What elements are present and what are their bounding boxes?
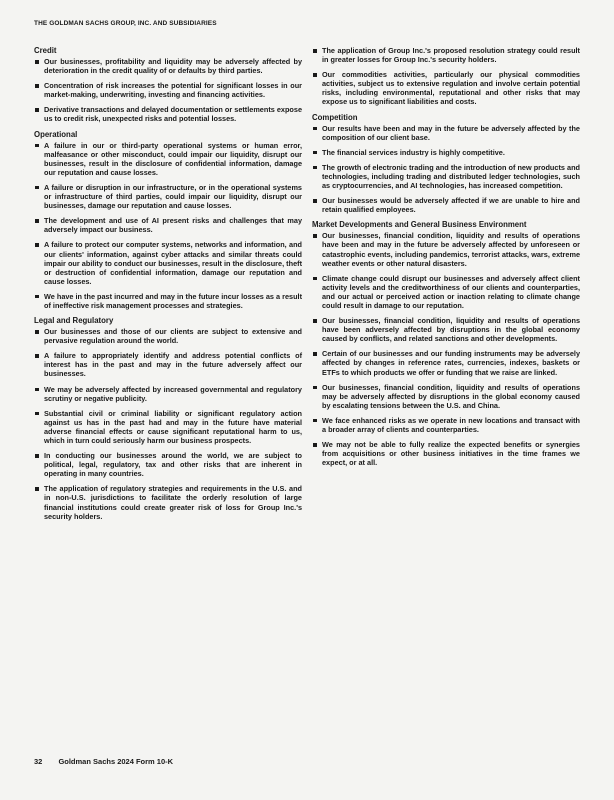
risk-item: Our businesses, financial condition, liquidity and results of operations have been adversely affected by disruptions in the global economy caused by conflicts, and related sanctions and other developments. bbox=[312, 316, 580, 343]
risk-item: A failure to appropriately identify and address potential conflicts of interest has in the past and may in the future adversely affect our businesses. bbox=[34, 351, 302, 378]
risk-item: Our results have been and may in the future be adversely affected by the composition of our client base. bbox=[312, 124, 580, 142]
right-column bbox=[312, 46, 580, 473]
risk-item: The growth of electronic trading and the introduction of new products and technologies, including trading and distributed ledger technologies, such as cryptocurrencies, and AI technologies, has increased competition. bbox=[312, 163, 580, 190]
page-number: 32 bbox=[34, 757, 43, 766]
section-title: Market Developments and General Business Environment bbox=[312, 220, 527, 230]
section-title: Operational bbox=[34, 129, 78, 139]
risk-item: We may not be able to fully realize the expected benefits or synergies from acquisitions or other business initiatives in the time frames we expect, or at all. bbox=[312, 440, 580, 467]
footer-label: Goldman Sachs 2024 Form 10-K bbox=[58, 757, 174, 766]
risk-item: We face enhanced risks as we operate in new locations and transact with a broader array of clients and counterparties. bbox=[312, 416, 580, 434]
risk-item: Our businesses, profitability and liquidity may be adversely affected by deterioration in the credit quality of or defaults by third parties. bbox=[34, 57, 302, 75]
risk-section bbox=[312, 113, 580, 215]
risk-list bbox=[312, 124, 580, 215]
risk-item: We have in the past incurred and may in the future incur losses as a result of ineffective risk management processes and strategies. bbox=[34, 292, 302, 310]
risk-item: Our businesses, financial condition, liquidity and results of operations have been and may in the future be adversely affected by unforeseen or catastrophic events, including pandemics, terrorist attacks, wars, extreme weather events or other natural disasters. bbox=[312, 231, 580, 267]
risk-item: We may be adversely affected by increased governmental and regulatory scrutiny or negative publicity. bbox=[34, 385, 302, 403]
risk-item: The financial services industry is highly competitive. bbox=[312, 148, 580, 157]
risk-list bbox=[34, 57, 302, 124]
risk-item: Certain of our businesses and our funding instruments may be adversely affected by changes in reference rates, currencies, indexes, baskets or ETFs to which products we offer or funding that we raise are linked. bbox=[312, 349, 580, 376]
risk-item: Substantial civil or criminal liability or significant regulatory action against us has in the past had and may in the future have material adverse financial effects or cause significant reputational harm to us, which in turn could seriously harm our business prospects. bbox=[34, 409, 302, 445]
risk-list bbox=[34, 327, 302, 521]
section-title: Legal and Regulatory bbox=[34, 316, 114, 326]
risk-list bbox=[312, 46, 580, 107]
risk-item: Our businesses, financial condition, liquidity and results of operations may be adversely affected by disruptions in the global economy caused by escalating tensions between the U.S. and China. bbox=[312, 383, 580, 410]
risk-item: Concentration of risk increases the potential for significant losses in our market-making, underwriting, investing and financing activities. bbox=[34, 81, 302, 99]
risk-item: The application of Group Inc.'s proposed resolution strategy could result in greater losses for Group Inc.'s security holders. bbox=[312, 46, 580, 64]
risk-item: In conducting our businesses around the world, we are subject to political, legal, regulatory, tax and other risks that are inherent in operating in many countries. bbox=[34, 451, 302, 478]
risk-item: Climate change could disrupt our businesses and adversely affect client activity levels and the creditworthiness of our clients and counterparties, and our actual or perceived action or inaction relating to climate change could result in damage to our reputation. bbox=[312, 274, 580, 310]
risk-section bbox=[34, 316, 302, 521]
risk-list bbox=[312, 231, 580, 467]
risk-section bbox=[34, 130, 302, 311]
risk-section bbox=[312, 220, 580, 467]
risk-item: The application of regulatory strategies and requirements in the U.S. and in non-U.S. jurisdictions to facilitate the orderly resolution of large financial institutions could create greater risk of loss for Group Inc.'s security holders. bbox=[34, 484, 302, 520]
risk-item: A failure in our or third-party operational systems or human error, malfeasance or other misconduct, could impair our liquidity, disrupt our businesses, result in the disclosure of confidential information, damage our reputation and cause losses. bbox=[34, 141, 302, 177]
section-title: Credit bbox=[34, 46, 57, 55]
page-footer bbox=[34, 757, 173, 766]
risk-item: A failure to protect our computer systems, networks and information, and our clients' information, against cyber attacks and similar threats could impair our ability to conduct our businesses, result in the disclosure, theft or destruction of confidential information, damage our reputation and cause losses. bbox=[34, 240, 302, 285]
risk-list bbox=[34, 141, 302, 311]
risk-section bbox=[312, 46, 580, 107]
risk-item: The development and use of AI present risks and challenges that may adversely impact our business. bbox=[34, 216, 302, 234]
section-title: Competition bbox=[312, 112, 358, 122]
risk-section bbox=[34, 46, 302, 124]
left-column bbox=[34, 46, 302, 527]
risk-item: Our businesses and those of our clients are subject to extensive and pervasive regulation around the world. bbox=[34, 327, 302, 345]
risk-item: Our businesses would be adversely affected if we are unable to hire and retain qualified employees. bbox=[312, 196, 580, 214]
risk-item: Derivative transactions and delayed documentation or settlements expose us to credit risk, unexpected risks and potential losses. bbox=[34, 105, 302, 123]
risk-item: A failure or disruption in our infrastructure, or in the operational systems or infrastructure of third parties, could impair our liquidity, disrupt our businesses, damage our reputation and cause losses. bbox=[34, 183, 302, 210]
running-header: THE GOLDMAN SACHS GROUP, INC. AND SUBSIDIARIES bbox=[34, 20, 217, 27]
risk-item: Our commodities activities, particularly our physical commodities activities, subject us to extensive regulation and involve certain potential risks, including environmental, reputational and other risks that may expose us to significant liabilities and costs. bbox=[312, 70, 580, 106]
